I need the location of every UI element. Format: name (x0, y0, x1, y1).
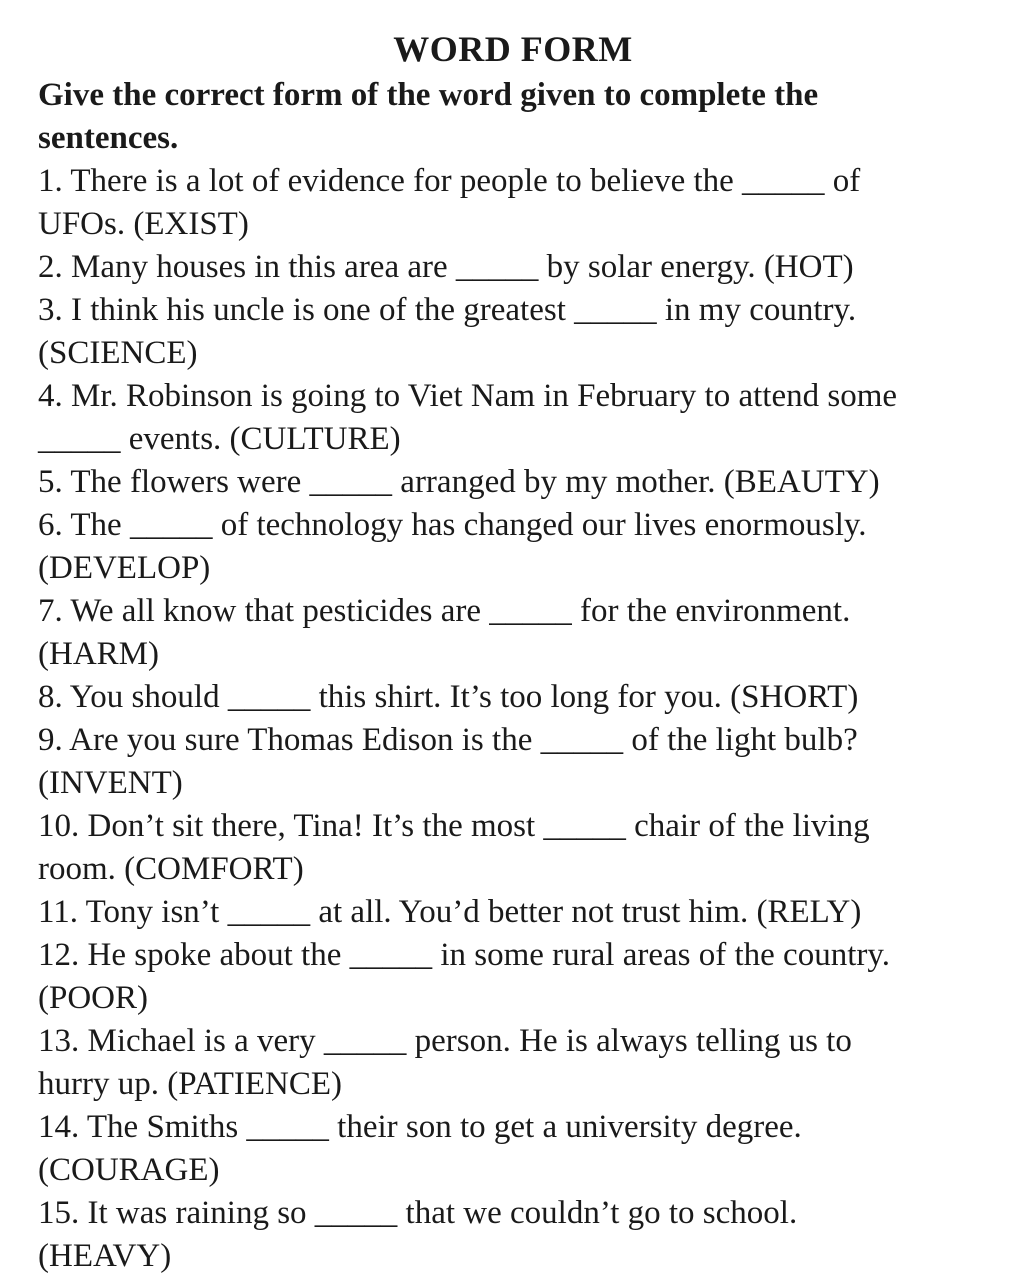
question-item (38, 590, 988, 676)
question-line: 6. The _____ of technology has changed our lives enormously. (38, 507, 867, 543)
question-item (38, 461, 988, 504)
question-line: 11. Tony isn’t _____ at all. You’d better not trust him. (RELY) (38, 894, 862, 930)
question-line: 9. Are you sure Thomas Edison is the _____ of the light bulb? (38, 722, 858, 758)
question-item (38, 246, 988, 289)
question-line: _____ events. (CULTURE) (38, 421, 401, 457)
question-item (38, 160, 988, 246)
question-line: 14. The Smiths _____ their son to get a university degree. (38, 1109, 802, 1145)
question-line: 1. There is a lot of evidence for people to believe the _____ of (38, 163, 861, 199)
question-line: UFOs. (EXIST) (38, 206, 249, 242)
instruction-line: Give the correct form of the word given to complete the (38, 77, 819, 113)
question-line: (COURAGE) (38, 1152, 220, 1188)
instruction-line: sentences. (38, 120, 179, 156)
question-item (38, 676, 988, 719)
question-line: room. (COMFORT) (38, 851, 304, 887)
question-line: (SCIENCE) (38, 335, 198, 371)
instruction (38, 74, 988, 160)
question-item (38, 934, 988, 1020)
question-item (38, 1020, 988, 1106)
question-line: 12. He spoke about the _____ in some rural areas of the country. (38, 937, 890, 973)
question-line: 10. Don’t sit there, Tina! It’s the most _____ chair of the living (38, 808, 870, 844)
question-line: 5. The flowers were _____ arranged by my mother. (BEAUTY) (38, 464, 880, 500)
question-list (38, 160, 988, 1278)
question-item (38, 375, 988, 461)
question-line: 13. Michael is a very _____ person. He is always telling us to (38, 1023, 852, 1059)
question-item (38, 289, 988, 375)
question-line: (INVENT) (38, 765, 183, 801)
question-line: 4. Mr. Robinson is going to Viet Nam in February to attend some (38, 378, 898, 414)
worksheet-title: WORD FORM (393, 29, 633, 69)
question-line: hurry up. (PATIENCE) (38, 1066, 343, 1102)
question-item (38, 1192, 988, 1278)
question-line: (HEAVY) (38, 1238, 172, 1274)
question-line: 7. We all know that pesticides are _____ for the environment. (38, 593, 851, 629)
question-line: (HARM) (38, 636, 159, 672)
question-line: 15. It was raining so _____ that we couldn’t go to school. (38, 1195, 798, 1231)
question-item (38, 805, 988, 891)
question-item (38, 1106, 988, 1192)
question-item (38, 719, 988, 805)
question-line: (DEVELOP) (38, 550, 211, 586)
question-line: 2. Many houses in this area are _____ by solar energy. (HOT) (38, 249, 854, 285)
worksheet (38, 24, 988, 1278)
question-line: 8. You should _____ this shirt. It’s too long for you. (SHORT) (38, 679, 859, 715)
question-item (38, 504, 988, 590)
question-item (38, 891, 988, 934)
question-line: 3. I think his uncle is one of the greatest _____ in my country. (38, 292, 857, 328)
question-line: (POOR) (38, 980, 149, 1016)
